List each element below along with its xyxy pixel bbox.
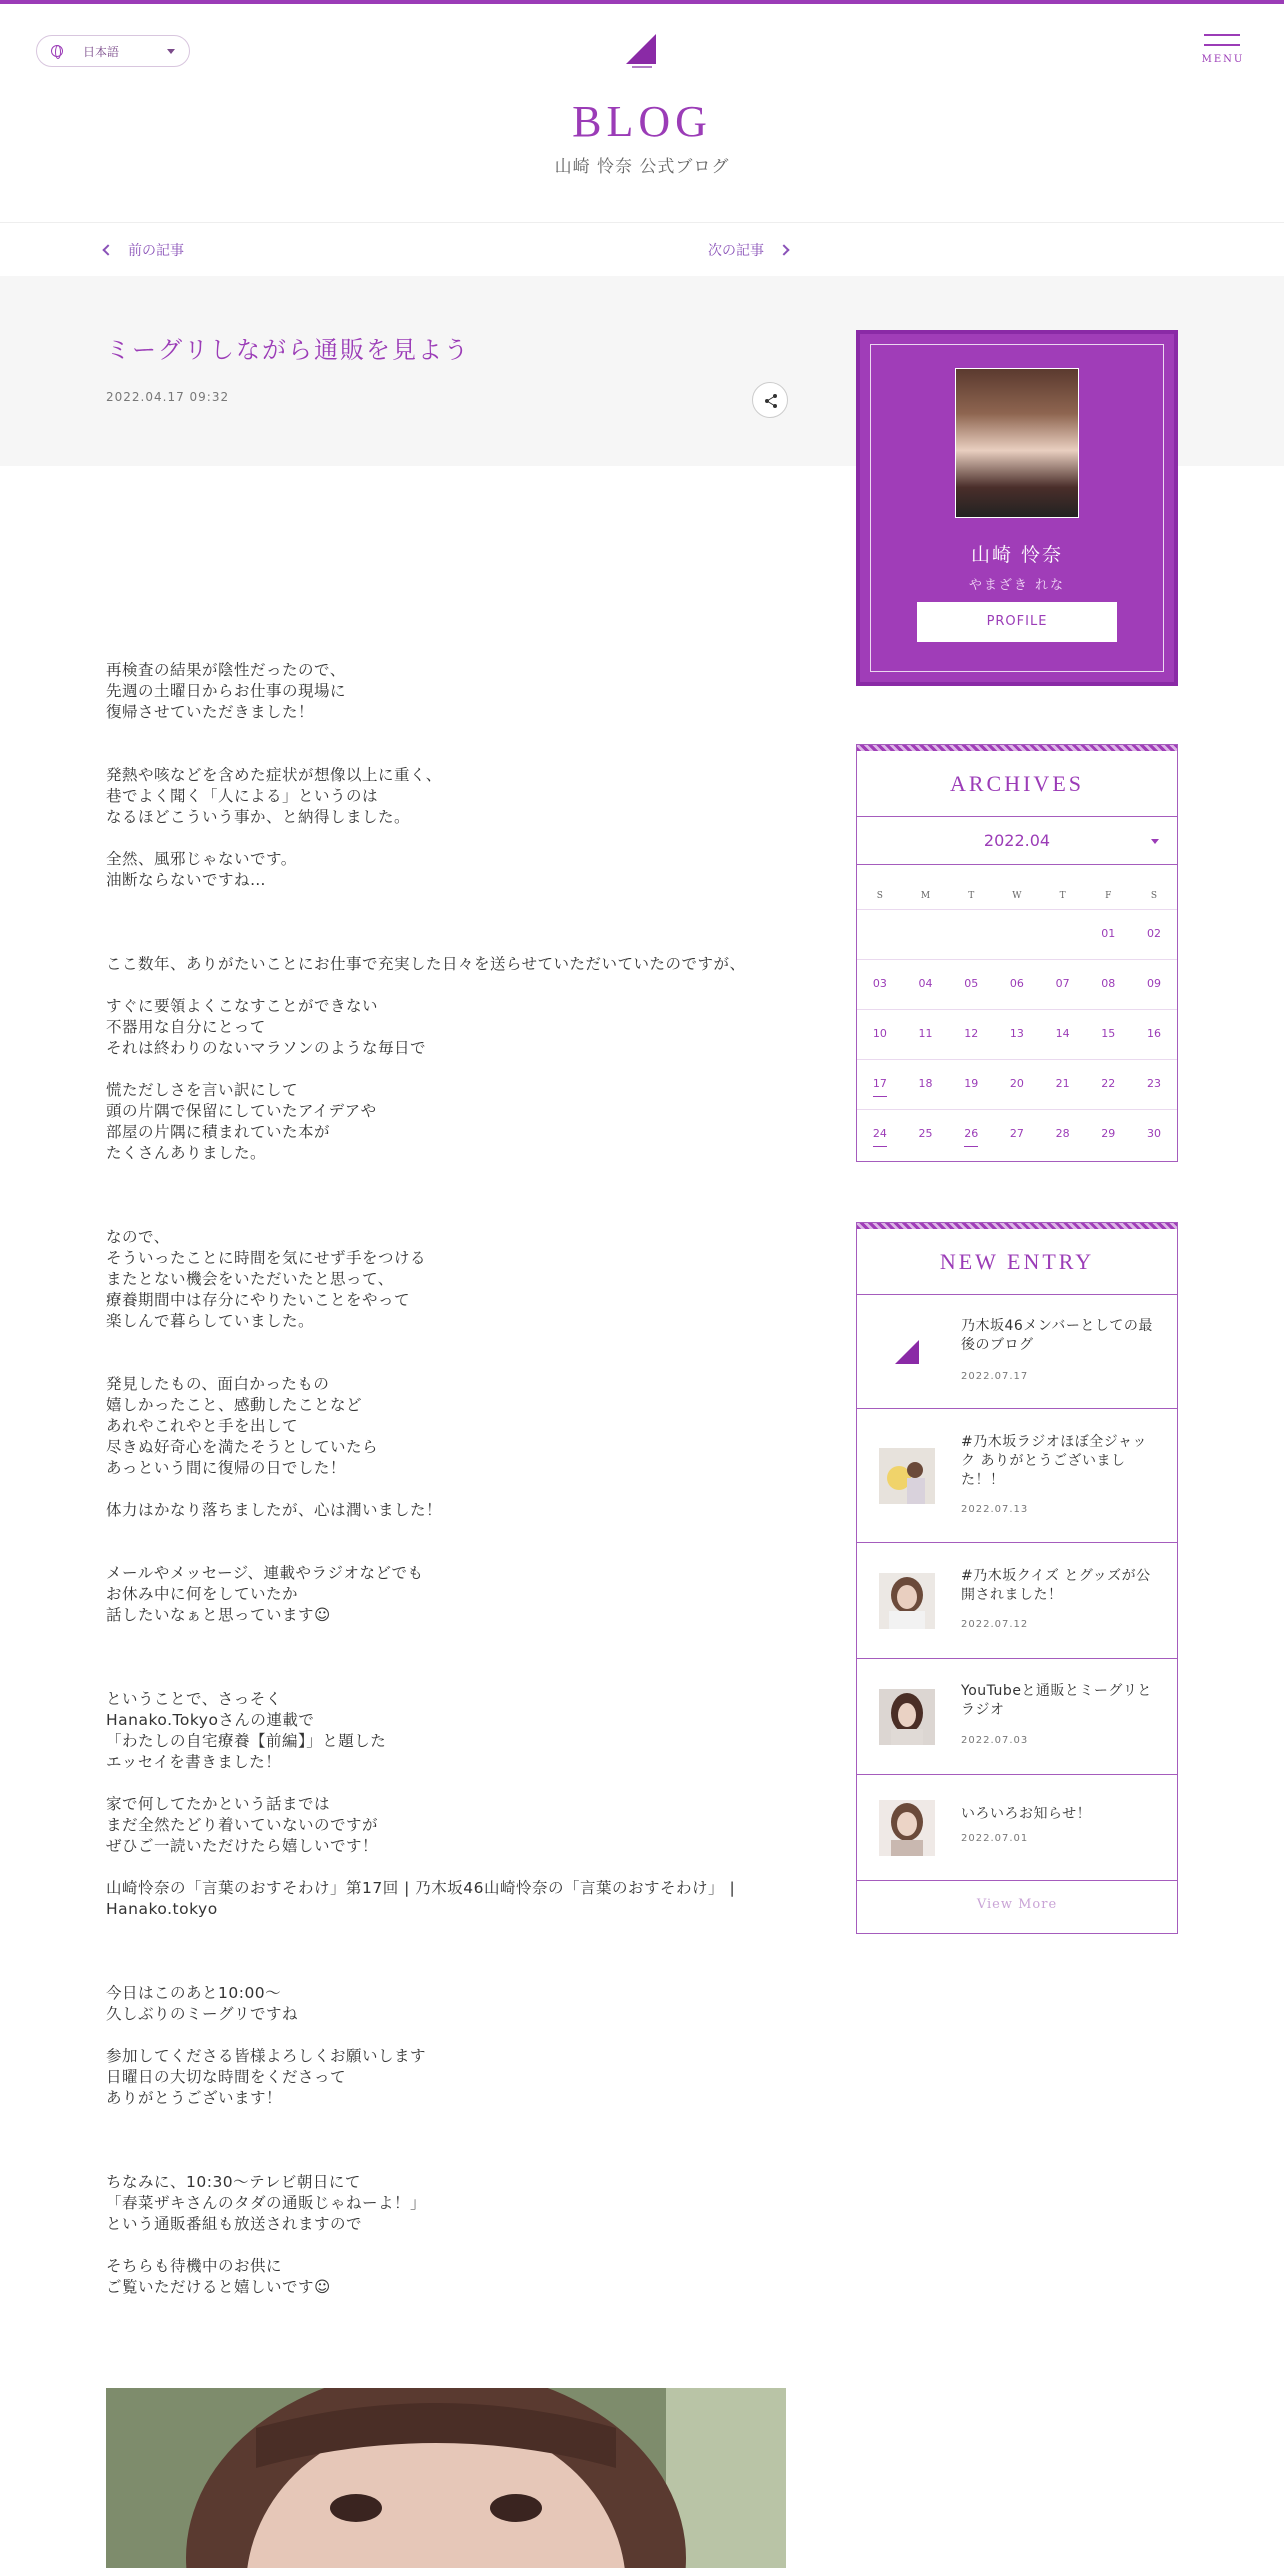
entry-thumbnail <box>879 1689 935 1745</box>
calendar-day: 18 <box>918 1077 933 1090</box>
calendar-empty-day <box>903 910 949 959</box>
globe-icon <box>51 45 63 57</box>
calendar-day: 15 <box>1101 1027 1116 1040</box>
entry-date: 2022.07.12 <box>961 1619 1029 1630</box>
profile-name: 山崎 怜奈 <box>970 544 1064 566</box>
calendar-empty-day <box>994 910 1040 959</box>
calendar-empty-day <box>857 910 903 959</box>
archive-calendar <box>857 865 1177 1159</box>
post-paragraph: 発熱や咳などを含めた症状が想像以上に重く、 巷でよく聞く「人による」というのは なるほどこういう事か、と納得しました。 <box>106 766 442 826</box>
archives-title: ARCHIVES <box>857 751 1177 817</box>
calendar-week <box>857 1109 1177 1159</box>
nogizaka-logo[interactable] <box>622 30 662 70</box>
blog-subtitle: 山崎 怜奈 公式ブログ <box>554 157 730 177</box>
calendar-day: 19 <box>964 1077 979 1090</box>
calendar-day[interactable]: 26 <box>948 1110 994 1159</box>
new-entry-item[interactable] <box>857 1659 1177 1775</box>
calendar-weekday: S <box>876 891 883 901</box>
blog-title: BLOG <box>572 97 712 146</box>
calendar-week <box>857 959 1177 1009</box>
calendar-day: 10 <box>872 1027 887 1040</box>
prev-article-link[interactable] <box>104 240 184 260</box>
calendar-day: 23 <box>1146 1077 1161 1090</box>
chevron-left-icon <box>102 244 113 255</box>
entry-title: 乃木坂46メンバーとしての最後のブログ <box>961 1318 1153 1353</box>
entry-date: 2022.07.01 <box>961 1833 1029 1844</box>
calendar-day: 03 <box>872 977 887 990</box>
post-paragraph: 家で何してたかという話までは まだ全然たどり着いていないのですが ぜひご一読いただけたら嬉しいです！ <box>106 1795 379 1855</box>
calendar-weekday: T <box>968 891 975 901</box>
new-entry-item[interactable] <box>857 1775 1177 1881</box>
calendar-day: 16 <box>1146 1027 1161 1040</box>
calendar-day: 28 <box>1055 1127 1070 1140</box>
profile-photo <box>955 368 1079 518</box>
post-paragraph: 再検査の結果が陰性だったので、 先週の土曜日からお仕事の現場に 復帰させていただきました！ <box>106 661 347 721</box>
calendar-day[interactable]: 17 <box>857 1060 903 1109</box>
next-article-label: 次の記事 <box>708 243 764 259</box>
new-entry-title: NEW ENTRY <box>857 1229 1177 1295</box>
profile-card <box>856 330 1178 686</box>
chevron-down-icon <box>1151 839 1159 844</box>
calendar-day: 07 <box>1055 977 1070 990</box>
view-more-link[interactable]: View More <box>976 1897 1058 1912</box>
calendar-day: 06 <box>1009 977 1024 990</box>
calendar-day: 13 <box>1009 1027 1024 1040</box>
calendar-day: 29 <box>1101 1127 1116 1140</box>
language-select[interactable] <box>36 35 190 67</box>
prev-article-label: 前の記事 <box>128 243 184 259</box>
entry-title: いろいろお知らせ！ <box>961 1806 1092 1822</box>
profile-name-kana: やまざき れな <box>968 578 1066 593</box>
post-photo <box>106 2388 786 2568</box>
chevron-right-icon <box>778 244 789 255</box>
entry-thumbnail-logo <box>879 1324 935 1380</box>
profile-button[interactable]: PROFILE <box>917 602 1117 642</box>
calendar-weekday: W <box>1012 891 1022 901</box>
post-paragraph: なので、 そういったことに時間を気にせず手をつける またとない機会をいただいたと思って、 療養期間中は存分にやりたいことをやって 楽しんで暮らしていました。 <box>106 1228 427 1330</box>
calendar-day: 27 <box>1009 1127 1024 1140</box>
post-paragraph: 全然、風邪じゃないです。 油断ならないですね… <box>106 850 297 889</box>
post-paragraph: すぐに要領よくこなすことができない 不器用な自分にとって それは終わりのないマラソンのような毎日で <box>106 997 427 1057</box>
post-title: ミーグリしながら通販を見よう <box>106 336 470 364</box>
new-entry-item[interactable] <box>857 1295 1177 1409</box>
post-paragraph: そちらも待機中のお供に ご覧いただけると嬉しいです☺︎ <box>106 2257 331 2296</box>
calendar-day: 30 <box>1146 1127 1161 1140</box>
new-entry-item[interactable] <box>857 1543 1177 1659</box>
calendar-weekday: S <box>1150 891 1158 901</box>
post-paragraph: ここ数年、ありがたいことにお仕事で充実した日々を送らせていただいていたのですが、 <box>106 955 746 973</box>
blog-external-link[interactable]: 山崎怜奈の「言葉のおすそわけ」第17回 | 乃木坂46山崎怜奈の「言葉のおすそわけ」 | Hanako.tokyo <box>106 1879 736 1918</box>
language-label: 日本語 <box>83 44 120 59</box>
calendar-day: 14 <box>1055 1027 1070 1040</box>
calendar-day: 12 <box>964 1027 979 1040</box>
calendar-day: 20 <box>1009 1077 1024 1090</box>
header-divider <box>0 222 1284 223</box>
post-paragraph: 今日はこのあと10:00〜 久しぶりのミーグリですね <box>106 1984 299 2023</box>
post-paragraph: 慌ただしさを言い訳にして 頭の片隅で保留にしていたアイデアや 部屋の片隅に積まれていた本が たくさんありました。 <box>106 1081 377 1162</box>
calendar-day: 08 <box>1101 977 1116 990</box>
post-paragraph: ちなみに、10:30〜テレビ朝日にて 「春菜ザキさんのタダの通販じゃねーよ！」 という通販番組も放送されますので <box>106 2173 427 2233</box>
post-paragraph: ということで、さっそく Hanako.Tokyoさんの連載で 「わたしの自宅療養【前編】」と題した エッセイを書きました！ <box>106 1690 387 1771</box>
calendar-empty-day <box>948 910 994 959</box>
calendar-week <box>857 909 1177 959</box>
calendar-day: 22 <box>1101 1077 1116 1090</box>
new-entry-item[interactable] <box>857 1409 1177 1543</box>
archives-widget <box>856 744 1178 1162</box>
calendar-day: 04 <box>918 977 933 990</box>
chevron-down-icon <box>167 49 175 54</box>
calendar-day: 09 <box>1146 977 1161 990</box>
hamburger-icon <box>1204 34 1240 36</box>
calendar-empty-day <box>1040 910 1086 959</box>
archive-month-select[interactable] <box>857 817 1177 865</box>
hamburger-icon-line <box>1204 44 1240 46</box>
calendar-week <box>857 1009 1177 1059</box>
entry-thumbnail <box>879 1573 935 1629</box>
calendar-day[interactable]: 24 <box>857 1110 903 1159</box>
entry-thumbnail <box>879 1448 935 1504</box>
entry-title: #乃木坂ラジオほぼ全ジャック ありがとうございました！！ <box>961 1434 1147 1488</box>
post-paragraph: 参加してくださる皆様よろしくお願いします 日曜日の大切な時間をくださって ありがとうございます！ <box>106 2047 427 2107</box>
calendar-day: 21 <box>1055 1077 1070 1090</box>
calendar-day: 01 <box>1101 927 1116 940</box>
post-date: 2022.04.17 09:32 <box>106 390 230 404</box>
share-icon <box>753 383 789 419</box>
post-paragraph: 体力はかなり落ちましたが、心は潤いました！ <box>106 1501 443 1519</box>
calendar-weekdays <box>857 883 1177 909</box>
calendar-weekday: F <box>1105 891 1112 901</box>
top-accent-bar <box>0 0 1284 4</box>
calendar-weekday: T <box>1059 891 1066 901</box>
calendar-day: 25 <box>918 1127 933 1140</box>
share-button[interactable] <box>752 382 788 418</box>
calendar-day: 11 <box>918 1027 933 1040</box>
new-entry-widget <box>856 1222 1178 1934</box>
menu-button[interactable] <box>1200 32 1246 72</box>
menu-label: MENU <box>1201 54 1245 65</box>
entry-title: YouTubeと通販とミーグリとラジオ <box>961 1683 1152 1718</box>
calendar-day: 02 <box>1146 927 1161 940</box>
calendar-day: 05 <box>964 977 979 990</box>
post-paragraph: 発見したもの、面白かったもの 嬉しかったこと、感動したことなど あれやこれやと手を出して 尽きぬ好奇心を満たそうとしていたら あっという間に復帰の日でした！ <box>106 1375 379 1477</box>
next-article-link[interactable] <box>708 240 788 260</box>
entry-date: 2022.07.17 <box>961 1371 1029 1382</box>
calendar-week <box>857 1059 1177 1109</box>
entry-thumbnail <box>879 1800 935 1856</box>
post-body <box>106 660 790 2298</box>
post-paragraph: メールやメッセージ、連載やラジオなどでも お休み中に何をしていたか 話したいなぁと思っています☺︎ <box>106 1564 424 1624</box>
entry-date: 2022.07.03 <box>961 1735 1029 1746</box>
entry-title: #乃木坂クイズ とグッズが公開されました！ <box>961 1568 1151 1603</box>
entry-date: 2022.07.13 <box>961 1504 1029 1515</box>
calendar-weekday: M <box>920 891 931 901</box>
archive-month-label: 2022.04 <box>983 831 1051 850</box>
